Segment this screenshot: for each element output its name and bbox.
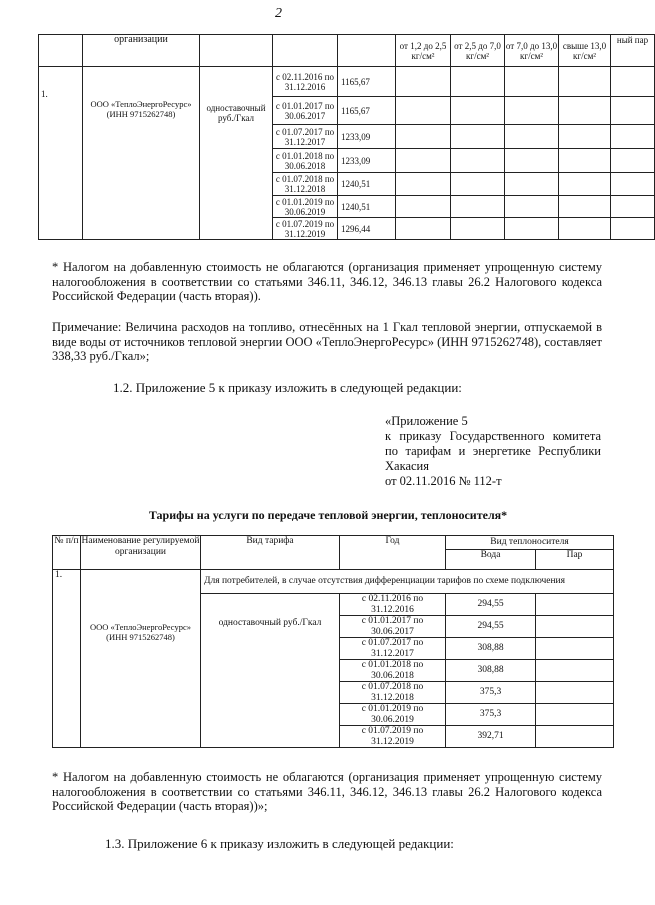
appendix-line1: «Приложение 5: [385, 414, 468, 428]
period: с 01.07.2019 по 31.12.2019: [340, 726, 446, 748]
period: с 01.07.2018 по 31.12.2018: [340, 682, 446, 704]
tariff-value: 375,3: [446, 704, 536, 726]
header-year: Год: [340, 536, 446, 570]
consumer-group: Для потребителей, в случае отсутствия дифференциации тарифов по схеме подключения: [201, 570, 614, 594]
org-name: ООО «ТеплоЭнергоРесурс» (ИНН 9715262748): [83, 67, 200, 240]
header-pressure-c: от 7,0 до 13,0 кг/см²: [505, 35, 559, 67]
period: с 01.01.2018 по 30.06.2018: [273, 149, 338, 173]
header-pressure-d: свыше 13,0 кг/см²: [559, 35, 611, 67]
tariff-table-2: [52, 535, 614, 748]
item-1-2: 1.2. Приложение 5 к приказу изложить в следующей редакции:: [113, 380, 462, 395]
period: с 02.11.2016 по 31.12.2016: [340, 594, 446, 616]
header-cell: [39, 35, 83, 67]
tariff-type: одноставочный руб./Гкал: [200, 67, 273, 240]
appendix-line2: к приказу Государственного комитета по тарифам и энергетике Республики Хакасия: [385, 429, 601, 473]
org-name: ООО «ТеплоЭнергоРесурс» (ИНН 9715262748): [81, 570, 201, 748]
header-org: организации: [83, 35, 200, 67]
tariff-value: 294,55: [446, 616, 536, 638]
table-2-title: Тарифы на услуги по передаче тепловой энергии, теплоносителя*: [148, 508, 508, 522]
period: с 01.07.2017 по 31.12.2017: [273, 125, 338, 149]
vat-note-2: * Налогом на добавленную стоимость не облагаются (организация применяет упрощенную систему налогообложения в соответствии со статьями 346.11, 346.12, 346.13 главы 26.2 Налогового кодекса Российской Федерации (часть вторая))»;: [52, 770, 602, 813]
header-steam: Пар: [536, 550, 614, 570]
period: с 01.01.2017 по 30.06.2017: [273, 97, 338, 125]
tariff-value: 392,71: [446, 726, 536, 748]
tariff-value: 375,3: [446, 682, 536, 704]
header-water: Вода: [446, 550, 536, 570]
header-cell: [273, 35, 338, 67]
header-carrier: Вид теплоносителя: [446, 536, 614, 550]
tariff-value: 1240,51: [338, 173, 396, 196]
appendix-line3: от 02.11.2016 № 112-т: [385, 474, 502, 488]
period: с 01.07.2018 по 31.12.2018: [273, 173, 338, 196]
row-number: 1.: [53, 570, 81, 748]
tariff-value: 1233,09: [338, 149, 396, 173]
tariff-value: 1165,67: [338, 67, 396, 97]
page-number: 2: [275, 6, 282, 21]
period: с 01.01.2017 по 30.06.2017: [340, 616, 446, 638]
period: с 01.07.2017 по 31.12.2017: [340, 638, 446, 660]
tariff-value: 1233,09: [338, 125, 396, 149]
tariff-type: одноставочный руб./Гкал: [201, 594, 340, 748]
row-number: 1.: [39, 67, 83, 240]
header-steam: ный пар: [611, 35, 655, 67]
period: с 01.01.2019 по 30.06.2019: [273, 196, 338, 218]
header-num: № п/п: [53, 536, 81, 570]
header-name: Наименование регулируемой организации: [81, 536, 201, 570]
tariff-value: 294,55: [446, 594, 536, 616]
header-cell: [200, 35, 273, 67]
vat-note-1: * Налогом на добавленную стоимость не облагаются (организация применяет упрощенную систему налогообложения в соответствии со статьями 346.11, 346.12, 346.13 главы 26.2 Налогового кодекса Российской Федерации (часть вторая)).: [52, 260, 602, 303]
header-pressure-a: от 1,2 до 2,5 кг/см²: [396, 35, 451, 67]
period: с 01.01.2018 по 30.06.2018: [340, 660, 446, 682]
remark: Примечание: Величина расходов на топливо, отнесённых на 1 Гкал тепловой энергии, отпускаемой в виде воды от источников тепловой энергии ООО «ТеплоЭнергоРесурс» (ИНН 9715262748), составляет 338,33 руб./Гкал»;: [52, 320, 602, 363]
period: с 01.07.2019 по 31.12.2019: [273, 218, 338, 240]
period: с 02.11.2016 по 31.12.2016: [273, 67, 338, 97]
tariff-value: 1165,67: [338, 97, 396, 125]
item-1-3: 1.3. Приложение 6 к приказу изложить в следующей редакции:: [105, 836, 454, 851]
tariff-value: 308,88: [446, 660, 536, 682]
tariff-table-1: [38, 34, 655, 240]
period: с 01.01.2019 по 30.06.2019: [340, 704, 446, 726]
tariff-value: 1240,51: [338, 196, 396, 218]
header-pressure-b: от 2,5 до 7,0 кг/см²: [451, 35, 505, 67]
header-cell: [338, 35, 396, 67]
tariff-value: 308,88: [446, 638, 536, 660]
header-type: Вид тарифа: [201, 536, 340, 570]
appendix-block: [385, 414, 601, 489]
tariff-value: 1296,44: [338, 218, 396, 240]
